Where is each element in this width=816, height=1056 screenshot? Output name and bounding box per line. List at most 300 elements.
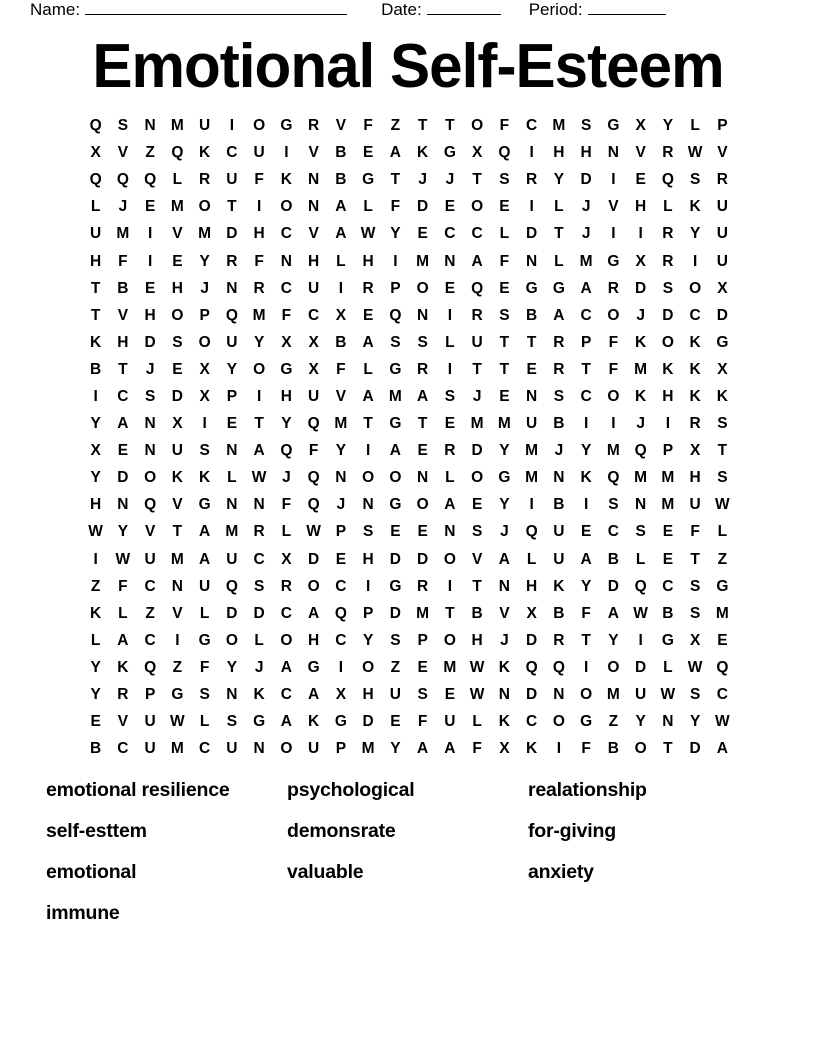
grid-cell[interactable]: P — [144, 686, 156, 704]
grid-cell[interactable]: E — [144, 198, 156, 216]
grid-cell[interactable]: H — [689, 469, 701, 487]
grid-cell[interactable]: H — [580, 144, 592, 162]
grid-cell[interactable]: D — [226, 604, 238, 622]
grid-cell[interactable]: U — [308, 279, 320, 297]
grid-cell[interactable]: G — [661, 631, 674, 649]
grid-cell[interactable]: N — [498, 577, 510, 595]
grid-cell[interactable]: M — [416, 604, 430, 622]
grid-cell[interactable]: Q — [716, 658, 729, 676]
grid-cell[interactable]: K — [417, 144, 429, 162]
grid-cell[interactable]: G — [607, 117, 620, 135]
grid-cell[interactable]: I — [529, 198, 534, 216]
grid-cell[interactable]: S — [580, 117, 592, 135]
grid-cell[interactable]: S — [499, 171, 510, 189]
grid-cell[interactable]: T — [445, 604, 455, 622]
grid-cell[interactable]: I — [338, 279, 344, 297]
grid-cell[interactable]: N — [144, 415, 156, 433]
grid-cell[interactable]: A — [498, 550, 510, 568]
grid-cell[interactable]: B — [117, 279, 129, 297]
grid-cell[interactable]: A — [280, 713, 292, 731]
grid-cell[interactable]: B — [90, 360, 102, 378]
grid-cell[interactable]: Q — [307, 496, 320, 514]
grid-cell[interactable]: H — [635, 198, 647, 216]
grid-cell[interactable]: E — [662, 523, 674, 541]
grid-cell[interactable]: H — [362, 252, 374, 270]
grid-cell[interactable]: W — [306, 523, 321, 541]
grid-cell[interactable]: O — [280, 631, 293, 649]
grid-cell[interactable]: L — [172, 171, 183, 189]
grid-cell[interactable]: I — [611, 415, 616, 433]
grid-cell[interactable]: Y — [689, 713, 701, 731]
grid-cell[interactable]: A — [308, 604, 320, 622]
grid-cell[interactable]: H — [308, 631, 320, 649]
grid-cell[interactable]: C — [117, 387, 129, 405]
grid-cell[interactable]: G — [389, 496, 402, 514]
grid-cell[interactable]: J — [500, 631, 509, 649]
grid-cell[interactable]: Q — [661, 171, 674, 189]
grid-cell[interactable]: Z — [90, 577, 101, 595]
grid-cell[interactable]: B — [553, 604, 565, 622]
grid-cell[interactable]: C — [580, 306, 592, 324]
grid-cell[interactable]: E — [90, 713, 101, 731]
grid-cell[interactable]: T — [663, 740, 673, 758]
grid-cell[interactable]: Y — [390, 740, 401, 758]
grid-cell[interactable]: N — [362, 496, 374, 514]
grid-cell[interactable]: J — [472, 387, 482, 405]
grid-cell[interactable]: K — [280, 171, 292, 189]
grid-cell[interactable]: V — [172, 225, 183, 243]
grid-cell[interactable]: I — [256, 387, 262, 405]
grid-cell[interactable]: S — [471, 523, 483, 541]
grid-cell[interactable]: V — [308, 225, 319, 243]
grid-cell[interactable]: T — [417, 415, 428, 433]
grid-cell[interactable]: M — [606, 442, 620, 460]
grid-cell[interactable]: T — [499, 360, 510, 378]
grid-cell[interactable]: I — [147, 225, 153, 243]
grid-cell[interactable]: O — [280, 740, 293, 758]
grid-cell[interactable]: L — [526, 550, 537, 568]
grid-cell[interactable]: Q — [634, 577, 647, 595]
grid-cell[interactable]: A — [580, 550, 592, 568]
grid-cell[interactable]: A — [389, 442, 401, 460]
grid-cell[interactable]: G — [389, 360, 402, 378]
word-list-item[interactable]: emotional — [46, 861, 137, 883]
grid-cell[interactable]: I — [638, 631, 643, 649]
grid-cell[interactable]: E — [635, 171, 646, 189]
grid-cell[interactable]: V — [499, 604, 510, 622]
grid-cell[interactable]: Y — [90, 658, 101, 676]
grid-cell[interactable]: P — [335, 740, 347, 758]
grid-cell[interactable]: T — [417, 117, 428, 135]
grid-cell[interactable]: T — [172, 523, 183, 541]
grid-cell[interactable]: U — [144, 550, 156, 568]
grid-cell[interactable]: J — [500, 523, 509, 541]
grid-cell[interactable]: A — [308, 686, 320, 704]
grid-cell[interactable]: Q — [144, 658, 157, 676]
grid-cell[interactable]: N — [444, 252, 456, 270]
grid-cell[interactable]: H — [171, 279, 183, 297]
grid-cell[interactable]: C — [335, 631, 347, 649]
grid-cell[interactable]: U — [635, 686, 647, 704]
grid-cell[interactable]: D — [526, 225, 538, 243]
grid-cell[interactable]: C — [144, 631, 156, 649]
grid-cell[interactable]: O — [362, 658, 375, 676]
grid-cell[interactable]: B — [607, 740, 619, 758]
grid-cell[interactable]: Y — [662, 117, 674, 135]
grid-cell[interactable]: O — [171, 306, 184, 324]
grid-cell[interactable]: Q — [334, 604, 347, 622]
grid-cell[interactable]: N — [635, 496, 647, 514]
grid-cell[interactable]: J — [145, 360, 155, 378]
grid-cell[interactable]: J — [200, 279, 209, 297]
grid-cell[interactable]: R — [662, 144, 674, 162]
grid-cell[interactable]: Q — [144, 496, 157, 514]
grid-cell[interactable]: T — [581, 360, 591, 378]
grid-cell[interactable]: R — [253, 279, 265, 297]
grid-cell[interactable]: P — [580, 333, 592, 351]
grid-cell[interactable]: W — [360, 225, 376, 243]
grid-cell[interactable]: O — [607, 306, 620, 324]
grid-cell[interactable]: O — [634, 740, 647, 758]
grid-cell[interactable]: A — [417, 387, 429, 405]
grid-cell[interactable]: F — [118, 252, 128, 270]
grid-cell[interactable]: N — [226, 279, 238, 297]
grid-cell[interactable]: A — [553, 306, 565, 324]
grid-cell[interactable]: E — [417, 442, 428, 460]
grid-cell[interactable]: H — [308, 252, 320, 270]
grid-cell[interactable]: Z — [608, 713, 619, 731]
grid-cell[interactable]: M — [634, 469, 648, 487]
grid-cell[interactable]: K — [117, 658, 129, 676]
grid-cell[interactable]: L — [690, 117, 700, 135]
grid-cell[interactable]: I — [284, 144, 289, 162]
grid-cell[interactable]: Q — [307, 469, 320, 487]
period-blank-line[interactable] — [588, 1, 666, 15]
grid-cell[interactable]: B — [553, 496, 565, 514]
grid-cell[interactable]: M — [416, 252, 430, 270]
grid-cell[interactable]: X — [199, 360, 210, 378]
grid-cell[interactable]: H — [526, 577, 538, 595]
grid-cell[interactable]: O — [307, 577, 320, 595]
grid-cell[interactable]: Q — [171, 144, 184, 162]
grid-cell[interactable]: W — [251, 469, 267, 487]
grid-cell[interactable]: N — [253, 496, 265, 514]
grid-cell[interactable]: C — [253, 550, 265, 568]
grid-cell[interactable]: M — [497, 415, 511, 433]
word-list-item[interactable]: emotional resilience — [46, 779, 230, 801]
grid-cell[interactable]: L — [90, 198, 101, 216]
grid-cell[interactable]: E — [499, 387, 510, 405]
grid-cell[interactable]: W — [469, 686, 485, 704]
grid-cell[interactable]: S — [199, 442, 210, 460]
grid-cell[interactable]: Y — [499, 442, 510, 460]
grid-cell[interactable]: Y — [689, 225, 701, 243]
grid-cell[interactable]: G — [280, 117, 293, 135]
grid-cell[interactable]: W — [115, 550, 131, 568]
grid-cell[interactable]: K — [662, 360, 674, 378]
grid-cell[interactable]: Y — [635, 713, 646, 731]
grid-cell[interactable]: V — [172, 496, 183, 514]
grid-cell[interactable]: Y — [226, 360, 238, 378]
grid-cell[interactable]: A — [444, 740, 456, 758]
grid-cell[interactable]: R — [471, 306, 483, 324]
grid-cell[interactable]: K — [689, 360, 701, 378]
grid-cell[interactable]: Z — [717, 550, 728, 568]
grid-cell[interactable]: D — [117, 469, 129, 487]
grid-cell[interactable]: K — [689, 198, 701, 216]
grid-cell[interactable]: F — [336, 360, 346, 378]
grid-cell[interactable]: V — [117, 144, 129, 162]
grid-cell[interactable]: U — [716, 198, 728, 216]
grid-cell[interactable]: J — [636, 415, 645, 433]
grid-cell[interactable]: P — [335, 523, 347, 541]
grid-cell[interactable]: T — [472, 171, 482, 189]
grid-cell[interactable]: I — [365, 577, 371, 595]
grid-cell[interactable]: R — [280, 577, 292, 595]
grid-cell[interactable]: S — [553, 387, 565, 405]
grid-cell[interactable]: M — [579, 252, 593, 270]
grid-cell[interactable]: H — [144, 306, 156, 324]
grid-cell[interactable]: S — [689, 171, 701, 189]
grid-cell[interactable]: L — [499, 225, 510, 243]
grid-cell[interactable]: G — [525, 279, 538, 297]
grid-cell[interactable]: G — [552, 279, 565, 297]
grid-cell[interactable]: D — [308, 550, 320, 568]
grid-cell[interactable]: K — [580, 469, 592, 487]
grid-cell[interactable]: A — [117, 631, 129, 649]
grid-cell[interactable]: Q — [634, 442, 647, 460]
grid-cell[interactable]: B — [90, 740, 102, 758]
grid-cell[interactable]: F — [499, 117, 510, 135]
grid-cell[interactable]: T — [472, 360, 482, 378]
grid-cell[interactable]: Z — [145, 604, 155, 622]
grid-cell[interactable]: L — [363, 360, 373, 378]
grid-cell[interactable]: X — [199, 387, 210, 405]
grid-cell[interactable]: S — [689, 577, 701, 595]
grid-cell[interactable]: B — [526, 306, 538, 324]
grid-cell[interactable]: X — [308, 333, 319, 351]
grid-cell[interactable]: X — [471, 144, 483, 162]
grid-cell[interactable]: L — [199, 713, 210, 731]
grid-cell[interactable]: K — [199, 144, 211, 162]
grid-cell[interactable]: O — [443, 550, 456, 568]
grid-cell[interactable]: J — [336, 496, 346, 514]
grid-cell[interactable]: F — [608, 360, 619, 378]
grid-cell[interactable]: I — [692, 252, 698, 270]
grid-cell[interactable]: U — [226, 740, 238, 758]
grid-cell[interactable]: E — [444, 415, 456, 433]
grid-cell[interactable]: A — [444, 496, 456, 514]
grid-cell[interactable]: A — [335, 225, 347, 243]
grid-cell[interactable]: X — [90, 442, 101, 460]
grid-cell[interactable]: D — [526, 631, 538, 649]
grid-cell[interactable]: N — [226, 496, 238, 514]
grid-cell[interactable]: V — [117, 306, 129, 324]
grid-cell[interactable]: B — [607, 550, 619, 568]
grid-cell[interactable]: U — [389, 686, 401, 704]
grid-cell[interactable]: D — [389, 604, 401, 622]
grid-cell[interactable]: N — [553, 469, 565, 487]
grid-cell[interactable]: G — [280, 360, 293, 378]
grid-cell[interactable]: T — [363, 415, 373, 433]
grid-cell[interactable]: C — [280, 604, 292, 622]
grid-cell[interactable]: O — [389, 469, 402, 487]
grid-cell[interactable]: G — [498, 469, 511, 487]
grid-cell[interactable]: O — [471, 198, 484, 216]
grid-cell[interactable]: G — [253, 713, 266, 731]
grid-cell[interactable]: K — [90, 333, 102, 351]
grid-cell[interactable]: K — [253, 686, 265, 704]
grid-cell[interactable]: Z — [390, 658, 401, 676]
grid-cell[interactable]: M — [606, 686, 620, 704]
grid-cell[interactable]: M — [388, 387, 402, 405]
grid-cell[interactable]: H — [471, 631, 483, 649]
grid-cell[interactable]: C — [526, 117, 538, 135]
grid-cell[interactable]: C — [716, 686, 728, 704]
grid-cell[interactable]: N — [498, 686, 510, 704]
grid-cell[interactable]: E — [417, 225, 428, 243]
grid-cell[interactable]: D — [689, 740, 701, 758]
grid-cell[interactable]: O — [280, 198, 293, 216]
grid-cell[interactable]: X — [689, 442, 701, 460]
word-list-item[interactable]: demonsrate — [287, 820, 396, 842]
grid-cell[interactable]: E — [172, 360, 183, 378]
grid-cell[interactable]: L — [227, 469, 237, 487]
grid-cell[interactable]: X — [281, 333, 292, 351]
grid-cell[interactable]: A — [580, 279, 592, 297]
grid-cell[interactable]: P — [199, 306, 210, 324]
grid-cell[interactable]: U — [308, 740, 320, 758]
grid-cell[interactable]: S — [608, 496, 619, 514]
grid-cell[interactable]: Y — [335, 442, 347, 460]
grid-cell[interactable]: C — [226, 144, 238, 162]
grid-cell[interactable]: R — [662, 252, 674, 270]
grid-cell[interactable]: L — [717, 523, 728, 541]
grid-cell[interactable]: D — [635, 658, 647, 676]
grid-cell[interactable]: Y — [553, 171, 565, 189]
grid-cell[interactable]: I — [447, 306, 453, 324]
grid-cell[interactable]: Y — [226, 658, 238, 676]
grid-cell[interactable]: G — [334, 713, 347, 731]
grid-cell[interactable]: I — [447, 577, 453, 595]
grid-cell[interactable]: L — [445, 469, 455, 487]
grid-cell[interactable]: B — [335, 171, 347, 189]
grid-cell[interactable]: F — [390, 198, 401, 216]
grid-cell[interactable]: X — [172, 415, 183, 433]
grid-cell[interactable]: M — [252, 306, 266, 324]
grid-cell[interactable]: C — [444, 225, 456, 243]
word-list-item[interactable]: valuable — [287, 861, 364, 883]
grid-cell[interactable]: G — [389, 415, 402, 433]
grid-cell[interactable]: T — [118, 360, 128, 378]
grid-cell[interactable]: I — [338, 658, 344, 676]
grid-cell[interactable]: E — [172, 252, 183, 270]
grid-cell[interactable]: L — [663, 198, 673, 216]
grid-cell[interactable]: X — [281, 550, 292, 568]
grid-cell[interactable]: E — [580, 523, 592, 541]
grid-cell[interactable]: G — [716, 333, 729, 351]
grid-cell[interactable]: W — [469, 658, 485, 676]
word-list-item[interactable]: psychological — [287, 779, 415, 801]
grid-cell[interactable]: O — [253, 117, 266, 135]
grid-cell[interactable]: K — [635, 387, 647, 405]
grid-cell[interactable]: E — [499, 198, 510, 216]
grid-cell[interactable]: O — [198, 333, 211, 351]
grid-cell[interactable]: I — [583, 496, 589, 514]
grid-cell[interactable]: S — [144, 387, 156, 405]
grid-cell[interactable]: K — [553, 577, 565, 595]
grid-cell[interactable]: F — [581, 740, 591, 758]
grid-cell[interactable]: F — [254, 252, 264, 270]
grid-cell[interactable]: K — [199, 469, 211, 487]
word-list-item[interactable]: realationship — [528, 779, 647, 801]
grid-cell[interactable]: I — [93, 550, 98, 568]
grid-cell[interactable]: N — [280, 252, 292, 270]
grid-cell[interactable]: M — [552, 117, 566, 135]
grid-cell[interactable]: G — [607, 252, 620, 270]
grid-cell[interactable]: R — [117, 686, 129, 704]
grid-cell[interactable]: S — [717, 469, 728, 487]
grid-cell[interactable]: W — [715, 496, 730, 514]
grid-cell[interactable]: U — [226, 333, 238, 351]
grid-cell[interactable]: T — [390, 171, 401, 189]
grid-cell[interactable]: O — [471, 117, 484, 135]
grid-cell[interactable]: D — [389, 550, 401, 568]
grid-cell[interactable]: U — [526, 415, 538, 433]
grid-cell[interactable]: M — [361, 740, 375, 758]
grid-cell[interactable]: V — [308, 144, 319, 162]
grid-cell[interactable]: U — [471, 333, 483, 351]
date-blank-line[interactable] — [427, 1, 501, 15]
grid-cell[interactable]: W — [633, 604, 648, 622]
grid-cell[interactable]: O — [580, 686, 593, 704]
grid-cell[interactable]: T — [554, 225, 564, 243]
grid-cell[interactable]: S — [689, 686, 701, 704]
grid-cell[interactable]: M — [170, 117, 184, 135]
grid-cell[interactable]: T — [717, 442, 728, 460]
grid-cell[interactable]: C — [689, 306, 701, 324]
grid-cell[interactable]: K — [635, 333, 647, 351]
grid-cell[interactable]: H — [90, 252, 102, 270]
grid-cell[interactable]: X — [635, 117, 646, 135]
grid-cell[interactable]: X — [335, 306, 347, 324]
grid-cell[interactable]: I — [611, 171, 616, 189]
grid-cell[interactable]: G — [580, 713, 593, 731]
grid-cell[interactable]: D — [171, 387, 183, 405]
grid-cell[interactable]: Y — [580, 442, 592, 460]
grid-cell[interactable]: W — [170, 713, 185, 731]
grid-cell[interactable]: Y — [90, 686, 101, 704]
grid-cell[interactable]: I — [529, 144, 534, 162]
grid-cell[interactable]: W — [660, 686, 676, 704]
grid-cell[interactable]: C — [607, 523, 619, 541]
grid-cell[interactable]: T — [254, 415, 264, 433]
grid-cell[interactable]: O — [443, 631, 456, 649]
grid-cell[interactable]: A — [280, 658, 292, 676]
grid-cell[interactable]: W — [88, 523, 103, 541]
grid-cell[interactable]: H — [662, 387, 674, 405]
grid-cell[interactable]: K — [716, 387, 728, 405]
grid-cell[interactable]: F — [281, 306, 292, 324]
grid-cell[interactable]: E — [362, 306, 374, 324]
grid-cell[interactable]: Q — [307, 415, 320, 433]
word-list-item[interactable]: self-esttem — [46, 820, 147, 842]
grid-cell[interactable]: L — [199, 604, 210, 622]
grid-cell[interactable]: F — [608, 333, 619, 351]
grid-cell[interactable]: A — [389, 144, 401, 162]
grid-cell[interactable]: C — [280, 686, 292, 704]
grid-cell[interactable]: I — [365, 442, 371, 460]
